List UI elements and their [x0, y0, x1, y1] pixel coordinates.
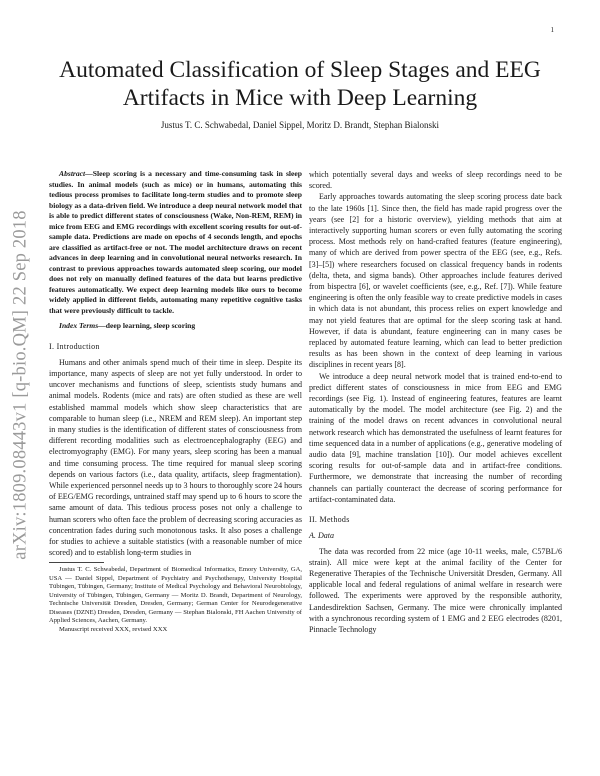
- arxiv-stamp: arXiv:1809.08443v1 [q-bio.QM] 22 Sep 2018: [10, 210, 31, 560]
- abstract-body: —Sleep scoring is a necessary and time-consuming task in sleep studies. In animal models (such as mice) or in humans, automating this tedious process promises to facilitate long-term studies and to promote sleep biology as a data-driven field. We introduce a deep neural network model that is able to predict different states of consciousness (Wake, Non-REM, REM) in mice from EEG and EMG recordings with excellent scoring results for out-of-sample data. Predictions are made on epochs of 4 seconds length, and epochs are classified as artifact-free or not. The model architecture draws on recent advances in deep learning and in convolutional neural networks research. In contrast to previous approaches towards automated sleep scoring, our model does not rely on manually defined features of the data but learns predictive features automatically. We expect deep learning models like ours to become widely applied in different fields, automating many repetitive cognitive tasks that were previously difficult to tackle.: [49, 169, 302, 315]
- index-terms: [49, 321, 302, 332]
- title-line-1: Automated Classification of Sleep Stages and EEG: [59, 57, 541, 83]
- index-terms-lead: Index Terms: [59, 321, 99, 330]
- section-heading-methods: II. Methods: [309, 515, 350, 525]
- footnote-rule: [49, 562, 104, 563]
- continuation-paragraph: which potentially several days and weeks of sleep recordings need to be scored.: [309, 170, 562, 191]
- intro-paragraph: Humans and other animals spend much of their time in sleep. Despite its importance, many aspects of sleep are not yet fully understood. In order to uncover mechanisms and functions of sleep, scientists study humans and animal models. Rodents (mice and rats) are often studied as these are well established mammal models which show sleep characteristics that are comparable to human sleep (i.e., NREM and REM sleep). An important step in many studies is the identification of different states of consciousness from different recording modalities such as electroencephalography (EEG) and electromyography (EMG). For many years, sleep scoring has been a manual and time consuming process. The time required for manual sleep scoring depends on various factors (i.e., data quality, artifacts, sleep fragmentation). While experienced personnel needs up to 3 hours to thoroughly score 24 hours of EEG/EMG recordings, untrained staff may spend up to 6 hours to score the same amount of data. This tedious process poses not only a challenge to human scorers who often face the problem of decreasing scoring accuracies as concentration fades during such monotonous tasks. It also poses a challenge for studies to achieve a suitable statistics (with a reasonable number of mice scored) and to establish long-term studies in: [49, 357, 302, 558]
- paper-title: [40, 56, 560, 112]
- author-affiliations-footnote: Justus T. C. Schwabedal, Department of Biomedical Informatics, Emory University, GA, USA — Daniel Sippel, Department of Psychiatry and Psychotherapy, University Hospital Tübingen, Tübingen, Germany; Institute of Medical Psychology and Behavioral Neurobiology, University of Tübingen, Tübingen, Germany — Moritz D. Brandt, Department of Neurology, Technische Universität Dresden, Dresden, Germany; German Center for Neurodegenerative Diseases (DZNE) Dresden, Dresden, Germany — Stephan Bialonski, FH Aachen University of Applied Sciences, Aachen, Germany.: [49, 566, 302, 625]
- arxiv-stamp-box: [2, 205, 40, 565]
- early-approaches-paragraph: Early approaches towards automating the sleep scoring process date back to the late 1960s [1]. Since then, the field has made rapid progress over the years (see [2] for a historic overview), yielding methods that aim at interactively supporting human scorers or even fully automating the scoring process. Most methods rely on hand-crafted features (feature engineering), many of which are derived from power spectra of the EEG (see, e.g., Refs. [3]–[5]) where researchers focused on classical frequency bands in rodents (delta, theta, and sigma bands). Other approaches include features derived from bispectra [6], or wavelet coefficients (see, e.g., Ref. [7]). While feature engineering is often the only feasible way to create predictive models in cases in which data is not abundant, this process relies on expert knowledge and may not yield features that are optimal for the sleep scoring task at hand. However, if data is abundant, feature engineering can in many cases be replaced by automated feature learning, which can lead to better prediction results as has been shown in the context of deep learning in various disciplines in recent years [8].: [309, 192, 562, 370]
- author-list: Justus T. C. Schwabedal, Daniel Sippel, Moritz D. Brandt, Stephan Bialonski: [160, 120, 440, 130]
- data-paragraph: The data was recorded from 22 mice (age 10-11 weeks, male, C57BL/6 strain). All mice were kept at the animal facility of the Center for Regenerative Therapies of the Technische Universität Dresden, Germany. All applicable local and federal regulations of animal welfare in research were followed. The experiments were approved by the responsible authority, Landesdirektion Sachsen, Germany. The mice were chronically implanted with a synchronous recording system of 1 EMG and 2 EEG electrodes (8201, Pinnacle Technology: [309, 546, 562, 634]
- page-number: 1: [550, 26, 554, 34]
- title-line-2: Artifacts in Mice with Deep Learning: [122, 85, 478, 111]
- left-column: [49, 169, 302, 634]
- abstract: [49, 169, 302, 316]
- section-heading-intro: I. Introduction: [49, 341, 100, 351]
- subsection-heading-data: A. Data: [309, 531, 335, 541]
- right-column: [309, 169, 562, 635]
- manuscript-received-note: Manuscript received XXX, revised XXX: [59, 625, 168, 633]
- abstract-lead: Abstract: [59, 169, 86, 178]
- index-terms-body: —deep learning, sleep scoring: [98, 321, 196, 330]
- model-intro-paragraph: We introduce a deep neural network model that is trained end-to-end to predict different states of consciousness in mice from EEG and EMG recordings (see Fig. 1). Instead of engineering features, features are learnt automatically by the model. The model architecture (see Fig. 2) and the training of the model draws on recent advances in convolutional neural network research which has demonstrated the usefulness of learnt features for time sequenced data in a number of applications (e.g., generative modeling of audio data [9], machine translation [10]). Our model achieves excellent scoring results for out-of-sample data and in artifact-free conditions. Furthermore, we demonstrate that increasing the number of recording channels can partially counteract the decrease of scoring performance for artifact-contaminated data.: [309, 371, 562, 504]
